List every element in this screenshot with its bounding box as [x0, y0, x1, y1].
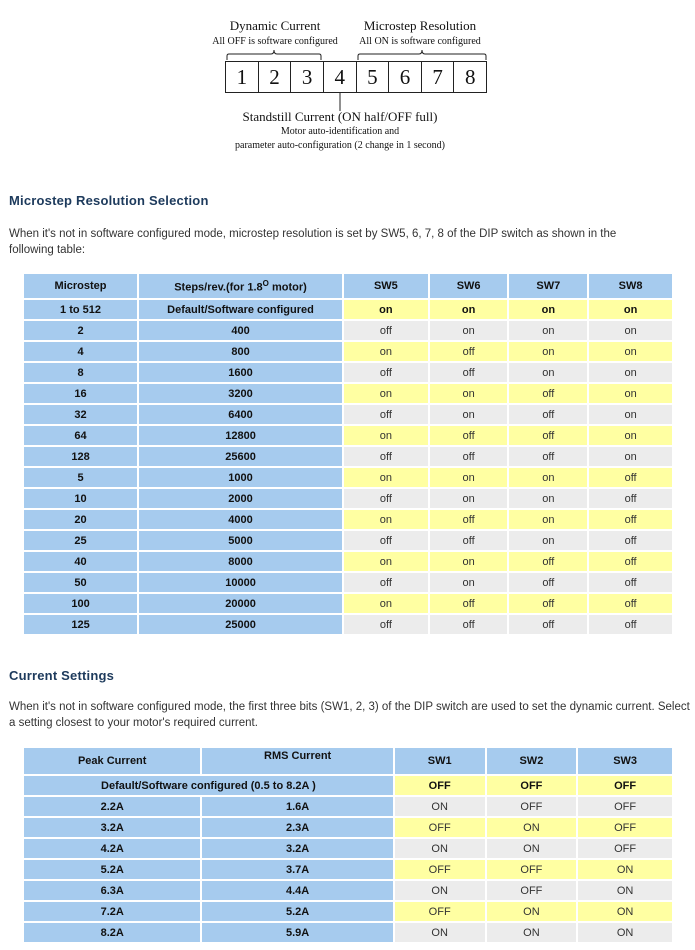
sw5-value: on — [344, 342, 428, 361]
current-section-description: When it's not in software configured mode, the first three bits (SW1, 2, 3) of the DIP switch are used to set the dynamic current. Select a setting closest to your motor's required current. — [9, 701, 690, 729]
rms-current-value: 3.2A — [202, 839, 392, 858]
microstep-value: 25 — [24, 531, 137, 550]
sw7-value: on — [509, 342, 587, 361]
dynamic-current-note: All OFF is software configured — [212, 36, 338, 47]
sw5-value: on — [344, 468, 428, 487]
sw2-value: ON — [487, 818, 577, 837]
sw7-value: off — [509, 573, 587, 592]
sw5-value: on — [344, 510, 428, 529]
default-sw3: OFF — [578, 776, 672, 795]
sw1-value: OFF — [395, 818, 485, 837]
sw8-value: off — [589, 573, 672, 592]
microstep-table-body — [24, 300, 672, 634]
rms-current-value: 5.9A — [202, 923, 392, 942]
microstep-row — [24, 426, 672, 445]
sw7-value: on — [509, 300, 587, 319]
rms-current-value: 3.7A — [202, 860, 392, 879]
microstep-row — [24, 342, 672, 361]
microstep-value: 5 — [24, 468, 137, 487]
steps-per-rev-value: 4000 — [139, 510, 342, 529]
dip-switch-diagram — [0, 0, 695, 160]
microstep-row — [24, 510, 672, 529]
sw7-value: off — [509, 447, 587, 466]
current-table — [22, 746, 674, 944]
dip-switch-5: 5 — [357, 62, 390, 92]
sw8-value: on — [589, 405, 672, 424]
dip-switch-2: 2 — [259, 62, 292, 92]
sw7-value: on — [509, 489, 587, 508]
dip-switch-1: 1 — [226, 62, 259, 92]
peak-current-value: 8.2A — [24, 923, 200, 942]
sw5-value: on — [344, 426, 428, 445]
sw7-value: on — [509, 363, 587, 382]
steps-per-rev-value: 5000 — [139, 531, 342, 550]
sw6-value: on — [430, 573, 508, 592]
sw5-value: off — [344, 321, 428, 340]
col-sw1: SW1 — [395, 748, 485, 774]
peak-current-value: 2.2A — [24, 797, 200, 816]
sw2-value: ON — [487, 923, 577, 942]
sw2-value: OFF — [487, 881, 577, 900]
microstep-value: 4 — [24, 342, 137, 361]
dip-switch-row — [225, 61, 487, 93]
sw3-value: OFF — [578, 839, 672, 858]
sw7-value: on — [509, 321, 587, 340]
sw6-value: on — [430, 489, 508, 508]
steps-per-rev-value: 12800 — [139, 426, 342, 445]
peak-current-value: 3.2A — [24, 818, 200, 837]
current-row — [24, 923, 672, 942]
col-microstep: Microstep — [24, 274, 137, 298]
steps-per-rev-value: 1000 — [139, 468, 342, 487]
col-steps-per-rev: Steps/rev.(for $1.8^O$ motor) — [139, 274, 342, 298]
sw8-value: off — [589, 615, 672, 634]
col-rms-current: RMS Current — [202, 748, 392, 774]
peak-current-value: 7.2A — [24, 902, 200, 921]
col-peak-current: Peak Current — [24, 748, 200, 774]
microstep-value: 128 — [24, 447, 137, 466]
sw6-value: off — [430, 447, 508, 466]
col-sw8: SW8 — [589, 274, 672, 298]
sw7-value: off — [509, 594, 587, 613]
microstep-value: 50 — [24, 573, 137, 592]
current-table-header — [24, 748, 672, 774]
sw7-value: on — [509, 510, 587, 529]
sw2-value: OFF — [487, 797, 577, 816]
sw1-value: ON — [395, 923, 485, 942]
microstep-value: 2 — [24, 321, 137, 340]
microstep-row — [24, 552, 672, 571]
sw8-value: on — [589, 384, 672, 403]
microstep-table-header — [24, 274, 672, 298]
dip-switch-8: 8 — [464, 64, 476, 89]
peak-current-value: 5.2A — [24, 860, 200, 879]
peak-current-value: 6.3A — [24, 881, 200, 900]
sw5-value: on — [344, 594, 428, 613]
microstep-row — [24, 573, 672, 592]
sw6-value: off — [430, 342, 508, 361]
microstep-value: 10 — [24, 489, 137, 508]
microstep-table — [22, 272, 674, 636]
sw3-value: ON — [578, 923, 672, 942]
sw6-value: off — [430, 363, 508, 382]
microstep-value: 32 — [24, 405, 137, 424]
sw5-value: off — [344, 489, 428, 508]
sw8-value: on — [589, 426, 672, 445]
microstep-value: 20 — [24, 510, 137, 529]
rms-current-value: 1.6A — [202, 797, 392, 816]
microstep-value: 100 — [24, 594, 137, 613]
steps-per-rev-value: 6400 — [139, 405, 342, 424]
sw7-value: off — [509, 384, 587, 403]
sw1-value: ON — [395, 797, 485, 816]
sw7-value: on — [509, 531, 587, 550]
steps-per-rev-value: 8000 — [139, 552, 342, 571]
microstep-row — [24, 384, 672, 403]
microstep-value: 8 — [24, 363, 137, 382]
sw8-value: on — [589, 447, 672, 466]
sw2-value: OFF — [487, 860, 577, 879]
steps-per-rev-value: 25600 — [139, 447, 342, 466]
current-table-body — [24, 776, 672, 942]
sw7-value: off — [509, 405, 587, 424]
current-section-heading: Current Settings — [9, 668, 115, 683]
standstill-current-label: Standstill Current (ON half/OFF full) — [242, 109, 438, 124]
sw8-value: off — [589, 531, 672, 550]
auto-identification-line-1: Motor auto-identification and — [280, 126, 400, 137]
steps-per-rev-value: 10000 — [139, 573, 342, 592]
sw5-value: on — [344, 384, 428, 403]
steps-per-rev-value: 3200 — [139, 384, 342, 403]
default-config-label: Default/Software configured (0.5 to 8.2A ) — [24, 776, 393, 795]
microstep-row — [24, 489, 672, 508]
dip-switch-3: 3 — [291, 62, 324, 92]
current-row — [24, 881, 672, 900]
steps-per-rev-value: 25000 — [139, 615, 342, 634]
current-row — [24, 818, 672, 837]
sw3-value: ON — [578, 860, 672, 879]
sw2-value: ON — [487, 839, 577, 858]
microstep-value: 16 — [24, 384, 137, 403]
sw8-value: on — [589, 300, 672, 319]
auto-identification-line-2: parameter auto-configuration (2 change in 1 second) — [235, 140, 445, 151]
sw6-value: off — [430, 531, 508, 550]
microstep-row — [24, 531, 672, 550]
sw6-value: on — [430, 405, 508, 424]
sw6-value: on — [430, 300, 508, 319]
microstep-value: 64 — [24, 426, 137, 445]
sw8-value: on — [589, 321, 672, 340]
sw5-value: off — [344, 447, 428, 466]
sw5-value: off — [344, 405, 428, 424]
steps-per-rev-value: 800 — [139, 342, 342, 361]
microstep-resolution-note: All ON is software configured — [359, 36, 481, 47]
dynamic-current-title: Dynamic Current — [229, 18, 321, 33]
sw3-value: OFF — [578, 818, 672, 837]
sw6-value: on — [430, 321, 508, 340]
microstep-row — [24, 363, 672, 382]
sw3-value: ON — [578, 881, 672, 900]
microstep-row — [24, 321, 672, 340]
sw1-value: OFF — [395, 902, 485, 921]
peak-current-value: 4.2A — [24, 839, 200, 858]
dip-switch-6: 6 — [389, 62, 422, 92]
microstep-value: 1 to 512 — [24, 300, 137, 319]
sw8-value: on — [589, 363, 672, 382]
microstep-value: 125 — [24, 615, 137, 634]
default-sw2: OFF — [487, 776, 577, 795]
microstep-resolution-title: Microstep Resolution — [363, 18, 477, 33]
sw2-value: ON — [487, 902, 577, 921]
rms-current-value: 2.3A — [202, 818, 392, 837]
microstep-row — [24, 615, 672, 634]
dip-switch-4: 4 — [324, 62, 357, 92]
microstep-row — [24, 405, 672, 424]
sw5-value: on — [344, 552, 428, 571]
sw5-value: off — [344, 615, 428, 634]
sw6-value: off — [430, 615, 508, 634]
microstep-section-description: When it's not in software configured mode, microstep resolution is set by SW5, 6, 7, 8 of the DIP switch as shown in the following table: — [9, 228, 617, 256]
current-row — [24, 839, 672, 858]
col-sw7: SW7 — [509, 274, 587, 298]
sw6-value: on — [430, 552, 508, 571]
current-row — [24, 860, 672, 879]
default-sw1: OFF — [395, 776, 485, 795]
sw1-value: ON — [395, 881, 485, 900]
col-sw6: SW6 — [430, 274, 508, 298]
microstep-row — [24, 594, 672, 613]
sw7-value: off — [509, 426, 587, 445]
sw1-value: OFF — [395, 860, 485, 879]
current-row — [24, 902, 672, 921]
sw6-value: off — [430, 426, 508, 445]
steps-per-rev-value: 2000 — [139, 489, 342, 508]
sw3-value: ON — [578, 902, 672, 921]
rms-current-value: 5.2A — [202, 902, 392, 921]
sw8-value: on — [589, 342, 672, 361]
sw7-value: off — [509, 615, 587, 634]
current-row — [24, 797, 672, 816]
current-default-row — [24, 776, 672, 795]
sw6-value: off — [430, 510, 508, 529]
dip-switch-7: 7 — [422, 62, 455, 92]
sw8-value: off — [589, 489, 672, 508]
col-sw2: SW2 — [487, 748, 577, 774]
rms-current-value: 4.4A — [202, 881, 392, 900]
steps-per-rev-value: 20000 — [139, 594, 342, 613]
microstep-value: 40 — [24, 552, 137, 571]
sw3-value: OFF — [578, 797, 672, 816]
sw5-value: off — [344, 573, 428, 592]
steps-per-rev-value: 400 — [139, 321, 342, 340]
sw6-value: off — [430, 594, 508, 613]
sw6-value: on — [430, 468, 508, 487]
sw6-value: on — [430, 384, 508, 403]
microstep-row — [24, 447, 672, 466]
steps-per-rev-value: 1600 — [139, 363, 342, 382]
microstep-resolution-brace — [357, 49, 487, 61]
sw5-value: off — [344, 531, 428, 550]
sw1-value: ON — [395, 839, 485, 858]
sw8-value: off — [589, 468, 672, 487]
microstep-row — [24, 468, 672, 487]
sw5-value: off — [344, 363, 428, 382]
steps-per-rev-value: Default/Software configured — [139, 300, 342, 319]
col-sw3: SW3 — [578, 748, 672, 774]
microstep-section-heading: Microstep Resolution Selection — [9, 193, 209, 208]
sw7-value: off — [509, 552, 587, 571]
microstep-row — [24, 300, 672, 319]
sw7-value: on — [509, 468, 587, 487]
sw8-value: off — [589, 594, 672, 613]
dynamic-current-brace — [226, 49, 322, 61]
col-sw5: SW5 — [344, 274, 428, 298]
sw5-value: on — [344, 300, 428, 319]
sw8-value: off — [589, 510, 672, 529]
sw8-value: off — [589, 552, 672, 571]
